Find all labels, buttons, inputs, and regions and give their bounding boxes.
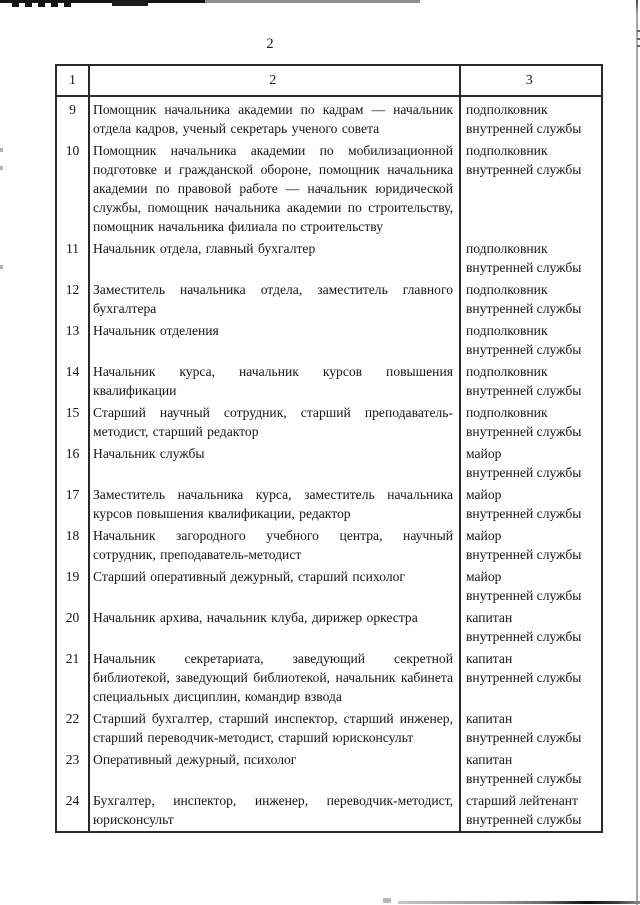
row-number: 19: [65, 569, 80, 584]
scan-artifact-bottom-square: [383, 898, 391, 903]
rank-line-2: внутренней службы: [466, 771, 582, 786]
rank-line-2: внутренней службы: [466, 260, 582, 275]
rank-line-1: подполковник: [466, 323, 548, 338]
rank-line-1: капитан: [466, 610, 513, 625]
scan-artifact-left-dash: [0, 265, 3, 269]
job-titles-cell: Начальник курса, начальник курсов повышения квалификации: [93, 364, 453, 398]
job-titles-cell: Начальник отдела, главный бухгалтер: [93, 241, 316, 256]
header-cell-col2: 2: [269, 72, 277, 88]
scan-artifact-top-dashes: [12, 3, 74, 7]
rank-line-2: внутренней службы: [466, 465, 582, 480]
scan-artifact-left-dash: [0, 148, 3, 152]
row-number: 10: [65, 143, 80, 158]
rank-cell: [459, 403, 603, 441]
job-titles-cell: Старший оперативный дежурный, старший психолог: [93, 569, 405, 584]
rank-cell: [459, 750, 603, 788]
rank-line-2: внутренней службы: [466, 506, 582, 521]
rank-line-2: внутренней службы: [466, 670, 582, 685]
row-number: 20: [65, 610, 80, 625]
rank-line-2: внутренней службы: [466, 547, 582, 562]
table-column-divider: [459, 66, 461, 831]
rank-line-1: майор: [466, 446, 502, 461]
table-row: [57, 141, 601, 236]
rank-line-2: внутренней службы: [466, 383, 582, 398]
rank-line-1: капитан: [466, 651, 513, 666]
scan-artifact-top-blob: [112, 0, 148, 6]
table-row: [57, 280, 601, 318]
job-titles-cell: Начальник загородного учебного центра, научный сотрудник, преподаватель-методист: [93, 528, 453, 562]
job-titles-cell: Начальник службы: [93, 446, 205, 461]
table-row: [57, 485, 601, 523]
table-row: [57, 100, 601, 138]
row-number: 22: [65, 711, 80, 726]
table-row: [57, 608, 601, 646]
table-row: [57, 649, 601, 706]
row-number: 24: [65, 793, 80, 808]
row-number: 18: [65, 528, 80, 543]
scan-artifact-left-dash: [0, 166, 3, 170]
rank-line-1: подполковник: [466, 364, 548, 379]
rank-cell: [459, 100, 603, 138]
rank-line-1: подполковник: [466, 102, 548, 117]
rank-line-1: подполковник: [466, 143, 548, 158]
row-number: 21: [65, 651, 80, 666]
table-row: [57, 709, 601, 747]
table-column-divider: [88, 66, 90, 831]
rank-line-2: внутренней службы: [466, 730, 582, 745]
header-cell-col3: 3: [525, 72, 533, 88]
table-body: [57, 97, 601, 829]
table-row: [57, 526, 601, 564]
row-number: 15: [65, 405, 80, 420]
table-row: [57, 791, 601, 829]
rank-line-1: капитан: [466, 711, 513, 726]
rank-line-1: капитан: [466, 752, 513, 767]
header-cell-col1: 1: [68, 72, 76, 88]
page-number: 2: [266, 36, 274, 52]
rank-line-1: майор: [466, 528, 502, 543]
rank-cell: [459, 239, 603, 277]
row-number: 9: [69, 102, 76, 117]
row-number: 14: [65, 364, 80, 379]
job-titles-cell: Бухгалтер, инспектор, инженер, переводчик-методист, юрисконсульт: [93, 793, 453, 827]
rank-cell: [459, 567, 603, 605]
rank-line-1: подполковник: [466, 282, 548, 297]
table-row: [57, 362, 601, 400]
rank-line-1: майор: [466, 569, 502, 584]
rank-line-2: внутренней службы: [466, 588, 582, 603]
rank-line-1: подполковник: [466, 405, 548, 420]
rank-line-1: старший лейтенант: [466, 793, 578, 808]
job-titles-cell: Старший научный сотрудник, старший преподаватель-методист, старший редактор: [93, 405, 453, 439]
table-row: [57, 444, 601, 482]
scan-artifact-right-edge-line: [636, 0, 638, 905]
rank-cell: [459, 791, 603, 829]
scan-artifact-top-bar-gray: [205, 0, 420, 3]
rank-line-1: подполковник: [466, 241, 548, 256]
job-titles-cell: Заместитель начальника отдела, заместитель главного бухгалтера: [93, 282, 453, 316]
job-titles-cell: Старший бухгалтер, старший инспектор, старший инженер, старший переводчик-методист, старший юрисконсульт: [93, 711, 453, 745]
rank-cell: [459, 485, 603, 523]
job-titles-cell: Начальник секретариата, заведующий секретной библиотекой, заведующий библиотекой, начальник кабинета специальных дисциплин, командир взвода: [93, 651, 453, 704]
rank-line-2: внутренней службы: [466, 301, 582, 316]
rank-line-2: внутренней службы: [466, 162, 582, 177]
rank-line-2: внутренней службы: [466, 342, 582, 357]
rank-line-1: майор: [466, 487, 502, 502]
rank-cell: [459, 321, 603, 359]
table-row: [57, 403, 601, 441]
row-number: 11: [65, 241, 80, 256]
table-header-row: [57, 66, 601, 97]
job-titles-cell: Начальник отделения: [93, 323, 219, 338]
rank-cell: [459, 709, 603, 747]
job-titles-cell: Начальник архива, начальник клуба, дирижер оркестра: [93, 610, 418, 625]
rank-cell: [459, 444, 603, 482]
table-row: [57, 750, 601, 788]
job-titles-cell: Заместитель начальника курса, заместитель начальника курсов повышения квалификации, редактор: [93, 487, 453, 521]
row-number: 16: [65, 446, 80, 461]
row-number: 17: [65, 487, 80, 502]
table-row: [57, 567, 601, 605]
job-titles-cell: Оперативный дежурный, психолог: [93, 752, 297, 767]
rank-cell: [459, 649, 603, 706]
job-titles-cell: Помощник начальника академии по мобилизационной подготовке и гражданской обороне, помощник начальника академии по правовой работе — начальник юридической службы, помощник начальника академии по строительству, помощник начальника филиала по строительству: [93, 143, 453, 234]
row-number: 13: [65, 323, 80, 338]
table-row: [57, 239, 601, 277]
rank-line-2: внутренней службы: [466, 812, 582, 827]
rank-cell: [459, 608, 603, 646]
rank-cell: [459, 280, 603, 318]
table-row: [57, 321, 601, 359]
rank-cell: [459, 526, 603, 564]
row-number: 12: [65, 282, 80, 297]
row-number: 23: [65, 752, 80, 767]
scan-artifact-bottom-line: [398, 901, 640, 904]
rank-line-2: внутренней службы: [466, 629, 582, 644]
rank-line-2: внутренней службы: [466, 424, 582, 439]
job-titles-cell: Помощник начальника академии по кадрам — начальник отдела кадров, ученый секретарь ученого совета: [93, 102, 453, 136]
rank-line-2: внутренней службы: [466, 121, 582, 136]
rank-cell: [459, 362, 603, 400]
staff-positions-table: [55, 64, 603, 833]
rank-cell: [459, 141, 603, 236]
